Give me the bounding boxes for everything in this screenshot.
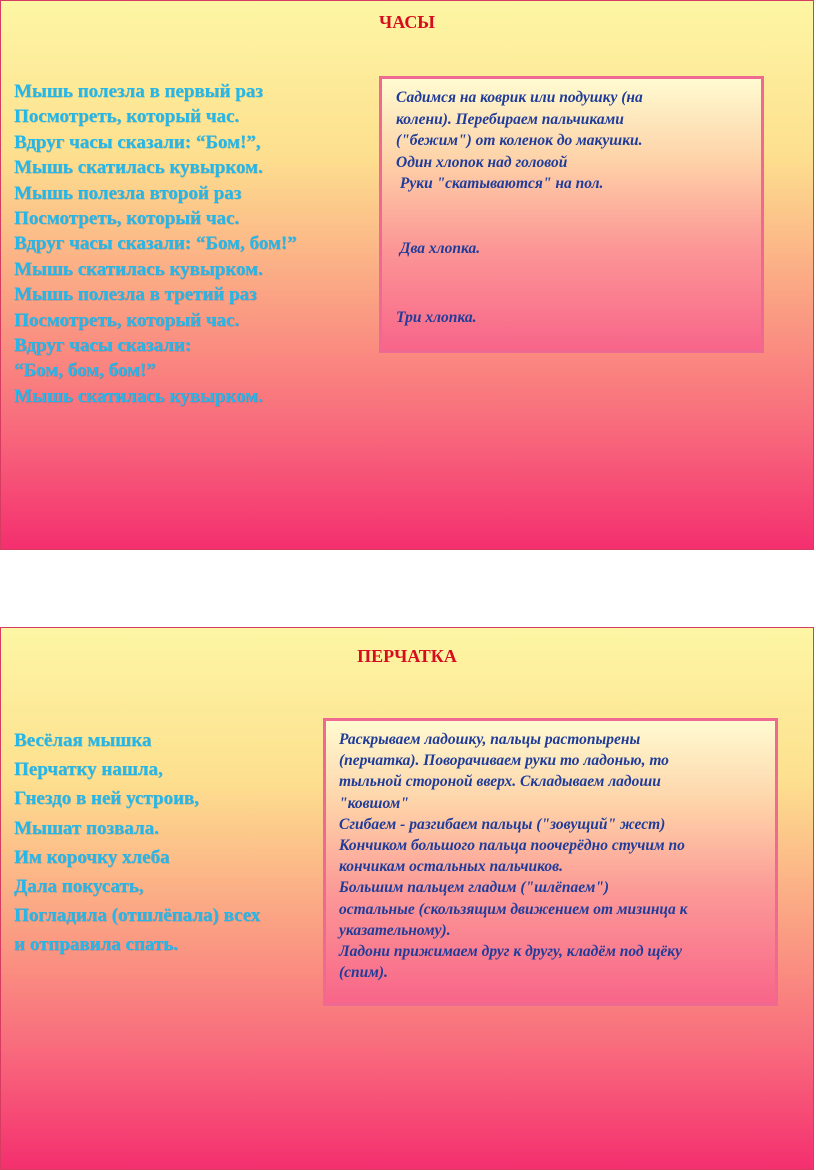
poem-line: Гнездо в ней устроив, <box>14 788 199 810</box>
poem-line: Посмотреть, который час. <box>14 309 240 331</box>
instruction-line: тыльной стороной вверх. Складываем ладоши <box>339 773 661 791</box>
instruction-line: Руки "скатываются" на пол. <box>396 175 604 193</box>
poem-line: “Бом, бом, бом!” <box>14 360 156 382</box>
instruction-line: (перчатка). Поворачиваем руки то ладонью, то <box>339 752 669 770</box>
poem-line: Вдруг часы сказали: <box>14 335 192 357</box>
instruction-line: Сгибаем - разгибаем пальцы ("зовущий" жест) <box>339 815 666 833</box>
card-chasy <box>0 0 814 550</box>
poem-line: Мышь полезла второй раз <box>14 182 242 204</box>
instruction-line: Кончиком большого пальца поочерёдно стучим по <box>339 837 685 855</box>
instruction-line: Ладони прижимаем друг к другу, кладём под щёку <box>339 943 682 961</box>
instruction-line: указательному). <box>339 921 451 939</box>
poem-text <box>14 79 297 409</box>
poem-line: Мышь скатилась кувырком. <box>14 157 263 179</box>
instructions-box <box>323 718 778 1006</box>
instruction-line: кончикам остальных пальчиков. <box>339 858 563 876</box>
card-perchatka <box>0 627 814 1170</box>
instruction-line: "ковшом" <box>339 794 409 812</box>
poem-line: Мышь полезла в третий раз <box>14 284 257 306</box>
instruction-line: Два хлопка. <box>396 239 481 257</box>
poem-line: Посмотреть, который час. <box>14 208 240 230</box>
instruction-line: Раскрываем ладошку, пальцы растопырены <box>339 731 641 748</box>
poem-text <box>14 726 260 960</box>
poem-line: Мышат позвала. <box>14 817 159 839</box>
poem-line: Мышь полезла в первый раз <box>14 81 263 102</box>
poem-line: Дала покусать, <box>14 876 144 898</box>
poem-line: Погладила (отшлёпала) всех <box>14 905 261 927</box>
spacer <box>396 195 751 238</box>
poem-line: Вдруг часы сказали: “Бом!”, <box>14 131 261 153</box>
poem-line: Перчатку нашла, <box>14 759 163 781</box>
spacer <box>396 260 751 307</box>
poem-line: Мышь скатилась кувырком. <box>14 258 263 280</box>
instruction-line: колени). Перебираем пальчиками <box>396 110 624 128</box>
instruction-line: остальные (скользящим движением от мизинца к <box>339 900 688 918</box>
poem-line: и отправила спать. <box>14 934 178 956</box>
instruction-line: (спим). <box>339 964 388 982</box>
instruction-line: Большим пальцем гладим ("шлёпаем") <box>339 879 610 897</box>
instruction-line: Садимся на коврик или подушку (на <box>396 89 643 106</box>
poem-line: Посмотреть, который час. <box>14 106 240 128</box>
instruction-line: Один хлопок над головой <box>396 153 568 171</box>
instruction-line: Три хлопка. <box>396 308 477 326</box>
poem-line: Им корочку хлеба <box>14 846 170 868</box>
poem-line: Вдруг часы сказали: “Бом, бом!” <box>14 233 297 255</box>
card-title: ПЕРЧАТКА <box>357 646 457 666</box>
instructions-box <box>379 76 764 353</box>
card-title: ЧАСЫ <box>379 12 435 32</box>
poem-line: Весёлая мышка <box>14 730 152 751</box>
poem-line: Мышь скатилась кувырком. <box>14 385 263 407</box>
instruction-line: ("бежим") от коленок до макушки. <box>396 132 643 150</box>
